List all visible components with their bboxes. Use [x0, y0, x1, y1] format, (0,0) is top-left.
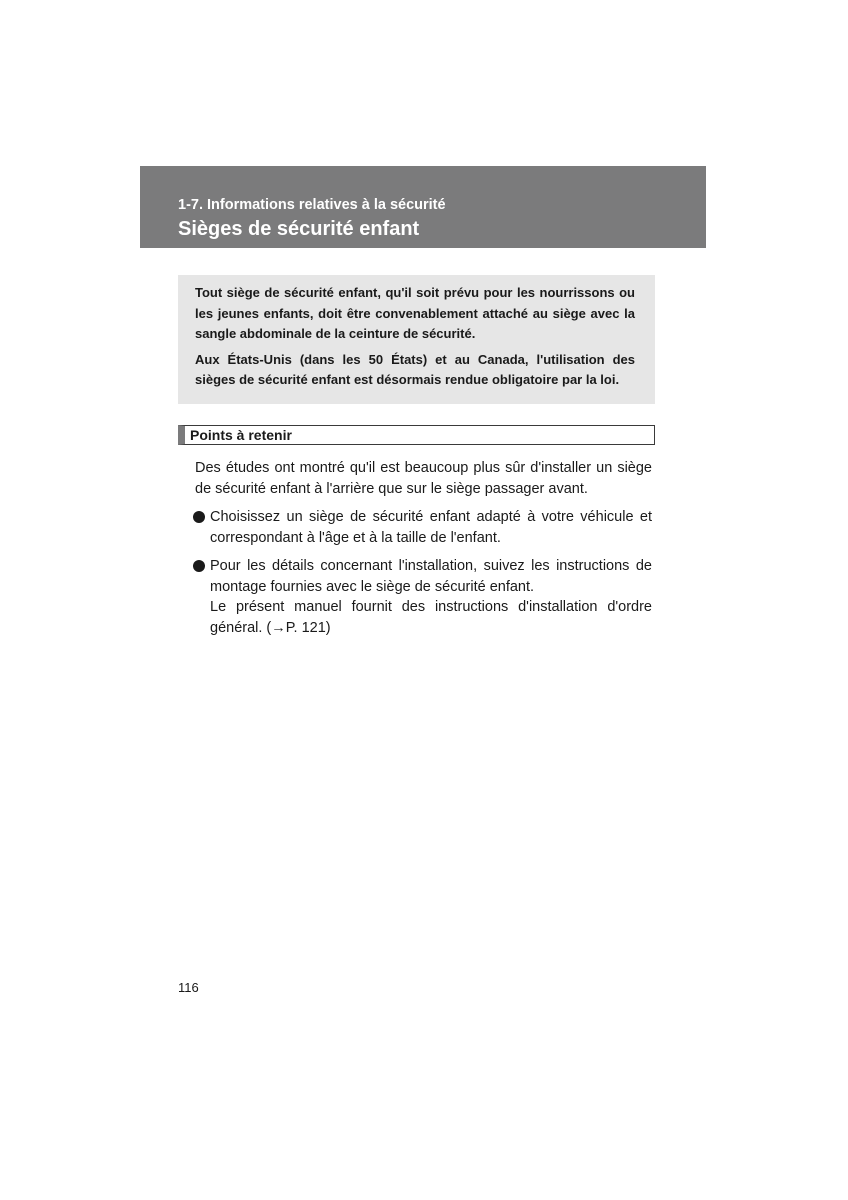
bullet-icon	[193, 511, 205, 523]
page-title: Sièges de sécurité enfant	[178, 218, 420, 240]
points-heading-bar	[178, 425, 655, 445]
intro-paragraph: Tout siège de sécurité enfant, qu'il soit prévu pour les nourrissons ou les jeunes enfants, doit être convenablement attaché au siège avec la sangle abdominale de la ceinture de sécurité.	[195, 285, 635, 341]
points-heading: Points à retenir	[190, 427, 292, 443]
bullet-item	[193, 556, 652, 638]
section-label: 1-7. Informations relatives à la sécurité	[178, 197, 446, 213]
bullet-text: Choisissez un siège de sécurité enfant adapté à votre véhicule et correspondant à l'âge et à la taille de l'enfant.	[210, 509, 652, 546]
bullet-list	[193, 507, 652, 638]
bullet-item	[193, 507, 652, 548]
page-number: 116	[178, 980, 199, 995]
bullet-note: Le présent manuel fournit des instructions d'installation d'ordre général. (→P. 121)	[210, 599, 652, 636]
lead-paragraph: Des études ont montré qu'il est beaucoup plus sûr d'installer un siège de sécurité enfant à l'arrière que sur le siège passager avant.	[195, 460, 652, 497]
intro-paragraph: Aux États-Unis (dans les 50 États) et au Canada, l'utilisation des sièges de sécurité enfant est désormais rendue obligatoire par la loi.	[195, 351, 635, 387]
intro-box	[178, 275, 655, 404]
bullet-icon	[193, 560, 205, 572]
points-lead	[195, 458, 652, 499]
section-header	[140, 166, 706, 248]
bullet-text: Pour les détails concernant l'installation, suivez les instructions de montage fournies avec le siège de sécurité enfant.	[210, 558, 652, 595]
